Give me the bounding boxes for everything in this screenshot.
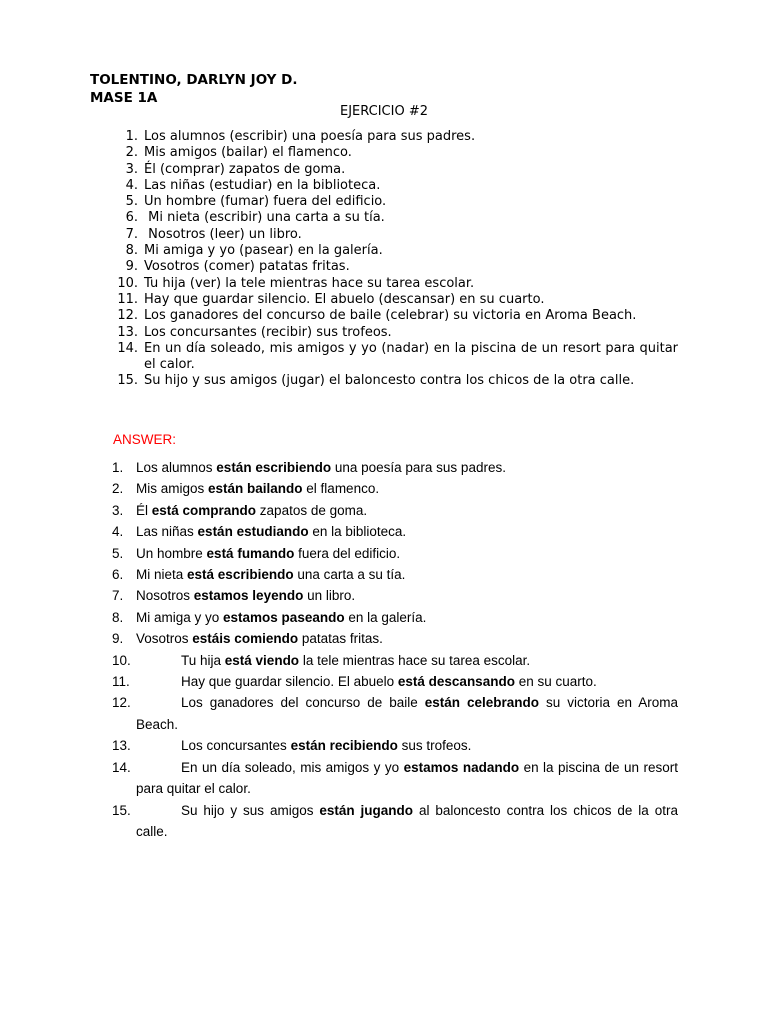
question-text: Nosotros (leer) un libro.: [144, 226, 302, 242]
question-item: [112, 227, 678, 243]
answer-text-pre: Mis amigos: [136, 481, 209, 497]
question-number: 8.: [125, 243, 138, 259]
answer-text-pre: Los alumnos: [136, 460, 217, 475]
answer-number: 12.: [112, 695, 131, 711]
question-item: [112, 210, 678, 226]
answer-text-post: una carta a su tía.: [293, 567, 406, 583]
answer-number: 13.: [112, 738, 131, 754]
question-text: Las niñas (estudiar) en la biblioteca.: [144, 177, 381, 193]
answer-item: [112, 478, 678, 499]
question-item: [112, 308, 678, 324]
answer-list: [112, 457, 682, 842]
answer-number: 7.: [112, 588, 124, 604]
answer-text-post: en la piscina de un resort para quitar el calor.: [136, 759, 682, 797]
question-number: 13.: [117, 324, 138, 340]
question-text: Tu hija (ver) la tele mientras hace su tarea escolar.: [144, 275, 475, 291]
answer-item: [112, 457, 678, 478]
question-text: Él (comprar) zapatos de goma.: [144, 161, 346, 177]
answer-item: [112, 500, 678, 521]
question-item: [112, 340, 683, 374]
answer-text-post: al baloncesto contra los chicos de la otra calle.: [136, 802, 682, 839]
question-number: 2.: [125, 145, 138, 161]
question-text: Mi amiga y yo (pasear) en la galería.: [144, 243, 383, 259]
answer-text-pre: Mi amiga y yo: [136, 609, 224, 625]
answer-item: [112, 757, 682, 800]
question-number: 5.: [125, 194, 138, 210]
answer-item: [112, 800, 682, 843]
answer-text-post: en su cuarto.: [514, 674, 597, 690]
answer-text-post: un libro.: [303, 588, 356, 604]
answer-verb-bold: estamos leyendo: [193, 588, 304, 604]
answer-text-post: sus trofeos.: [397, 738, 472, 754]
answer-text-pre: En un día soleado, mis amigos y yo: [181, 759, 404, 775]
answer-number: 15.: [112, 802, 131, 818]
question-number: 1.: [125, 129, 138, 144]
answer-verb-bold: está descansando: [397, 674, 515, 690]
answer-item: [112, 585, 678, 606]
answer-text-pre: Mi nieta: [136, 567, 188, 583]
answer-text-pre: Su hijo y sus amigos: [181, 802, 320, 818]
question-item: [112, 373, 678, 389]
answer-text-pre: Tu hija: [181, 652, 225, 668]
answer-number: 9.: [112, 631, 124, 647]
answer-item: [112, 735, 678, 756]
question-list: [112, 129, 683, 390]
answer-text-pre: Él: [136, 502, 152, 518]
question-item: [112, 276, 678, 292]
answer-text-pre: Las niñas: [136, 524, 198, 540]
answer-verb-bold: estáis comiendo: [192, 631, 299, 647]
question-text: Los alumnos (escribir) una poesía para sus padres.: [144, 129, 476, 144]
question-text: Los concursantes (recibir) sus trofeos.: [144, 324, 392, 340]
answer-text-post: en la biblioteca.: [308, 524, 407, 540]
question-text: Mi nieta (escribir) una carta a su tía.: [144, 210, 385, 226]
question-item: [112, 145, 678, 161]
question-text: Mis amigos (bailar) el flamenco.: [144, 145, 352, 161]
answer-text-post: en la galería.: [344, 609, 427, 625]
question-text: Vosotros (comer) patatas fritas.: [144, 259, 350, 275]
answer-text-post: el flamenco.: [302, 481, 380, 497]
answer-verb-bold: están jugando: [319, 802, 414, 818]
answer-verb-bold: está fumando: [206, 545, 295, 561]
question-number: 12.: [117, 308, 138, 324]
question-item: [112, 243, 678, 259]
question-text: En un día soleado, mis amigos y yo (nadar) en la piscina de un resort para quitar el calor.: [144, 340, 683, 373]
question-number: 6.: [125, 210, 138, 226]
answer-number: 6.: [112, 567, 124, 583]
answer-verb-bold: están bailando: [208, 481, 303, 497]
answer-text-post: zapatos de goma.: [256, 502, 368, 518]
answer-text-pre: Vosotros: [136, 631, 193, 647]
question-text: Su hijo y sus amigos (jugar) el baloncesto contra los chicos de la otra calle.: [144, 373, 635, 389]
question-item: [112, 129, 678, 145]
answer-item: [112, 543, 678, 564]
answer-number: 5.: [112, 545, 124, 561]
question-item: [112, 162, 678, 178]
answer-verb-bold: está comprando: [151, 502, 257, 518]
answer-verb-bold: están celebrando: [424, 695, 540, 711]
answer-text-post: la tele mientras hace su tarea escolar.: [299, 652, 531, 668]
question-text: Los ganadores del concurso de baile (celebrar) su victoria en Aroma Beach.: [144, 308, 637, 324]
answer-verb-bold: estamos nadando: [403, 759, 520, 775]
answer-number: 2.: [112, 481, 124, 497]
answer-verb-bold: están escribiendo: [216, 460, 332, 475]
answer-number: 11.: [112, 674, 130, 690]
answer-number: 3.: [112, 502, 124, 518]
question-item: [112, 178, 678, 194]
answer-text-pre: Un hombre: [136, 545, 207, 561]
answer-text-post: una poesía para sus padres.: [331, 460, 506, 475]
class-section: MASE 1A: [90, 90, 158, 106]
question-item: [112, 292, 678, 308]
question-number: 15.: [117, 373, 138, 389]
answer-text-post: su victoria en Aroma Beach.: [136, 695, 682, 732]
question-number: 14.: [117, 340, 138, 356]
exercise-title-text: EJERCICIO #2: [340, 104, 428, 119]
answer-verb-bold: están estudiando: [197, 524, 309, 540]
question-number: 4.: [125, 177, 138, 193]
answer-number: 1.: [112, 460, 124, 475]
question-text: Hay que guardar silencio. El abuelo (descansar) en su cuarto.: [144, 291, 545, 307]
student-name: TOLENTINO, DARLYN JOY D.: [90, 72, 298, 88]
question-number: 10.: [117, 275, 138, 291]
answer-number: 14.: [112, 759, 131, 775]
answer-item: [112, 564, 678, 585]
question-item: [112, 194, 678, 210]
answer-number: 10.: [112, 652, 131, 668]
answer-item: [112, 671, 678, 692]
answer-number: 4.: [112, 524, 124, 540]
answer-verb-bold: está viendo: [224, 652, 300, 668]
answer-item: [112, 628, 678, 649]
answer-item: [112, 521, 678, 542]
question-number: 9.: [125, 259, 138, 275]
answer-item: [112, 607, 678, 628]
question-item: [112, 259, 678, 275]
answer-item: [112, 650, 678, 671]
answer-label: ANSWER:: [113, 432, 177, 447]
answer-verb-bold: están recibiendo: [290, 738, 398, 754]
answer-text-pre: Nosotros: [136, 588, 194, 604]
question-text: Un hombre (fumar) fuera del edificio.: [144, 194, 387, 210]
exercise-title: [0, 104, 768, 120]
answer-number: 8.: [112, 609, 124, 625]
question-item: [112, 325, 678, 341]
answer-text-post: fuera del edificio.: [294, 545, 401, 561]
answer-verb-bold: está escribiendo: [187, 567, 294, 583]
answer-text-pre: Los ganadores del concurso de baile: [181, 695, 425, 711]
question-number: 3.: [125, 161, 138, 177]
answer-item: [112, 692, 682, 735]
answer-verb-bold: estamos paseando: [223, 609, 345, 625]
question-number: 11.: [117, 291, 138, 307]
answer-text-pre: Hay que guardar silencio. El abuelo: [181, 674, 398, 690]
question-number: 7.: [125, 226, 138, 242]
answer-text-pre: Los concursantes: [181, 738, 291, 754]
answer-text-post: patatas fritas.: [298, 631, 383, 647]
